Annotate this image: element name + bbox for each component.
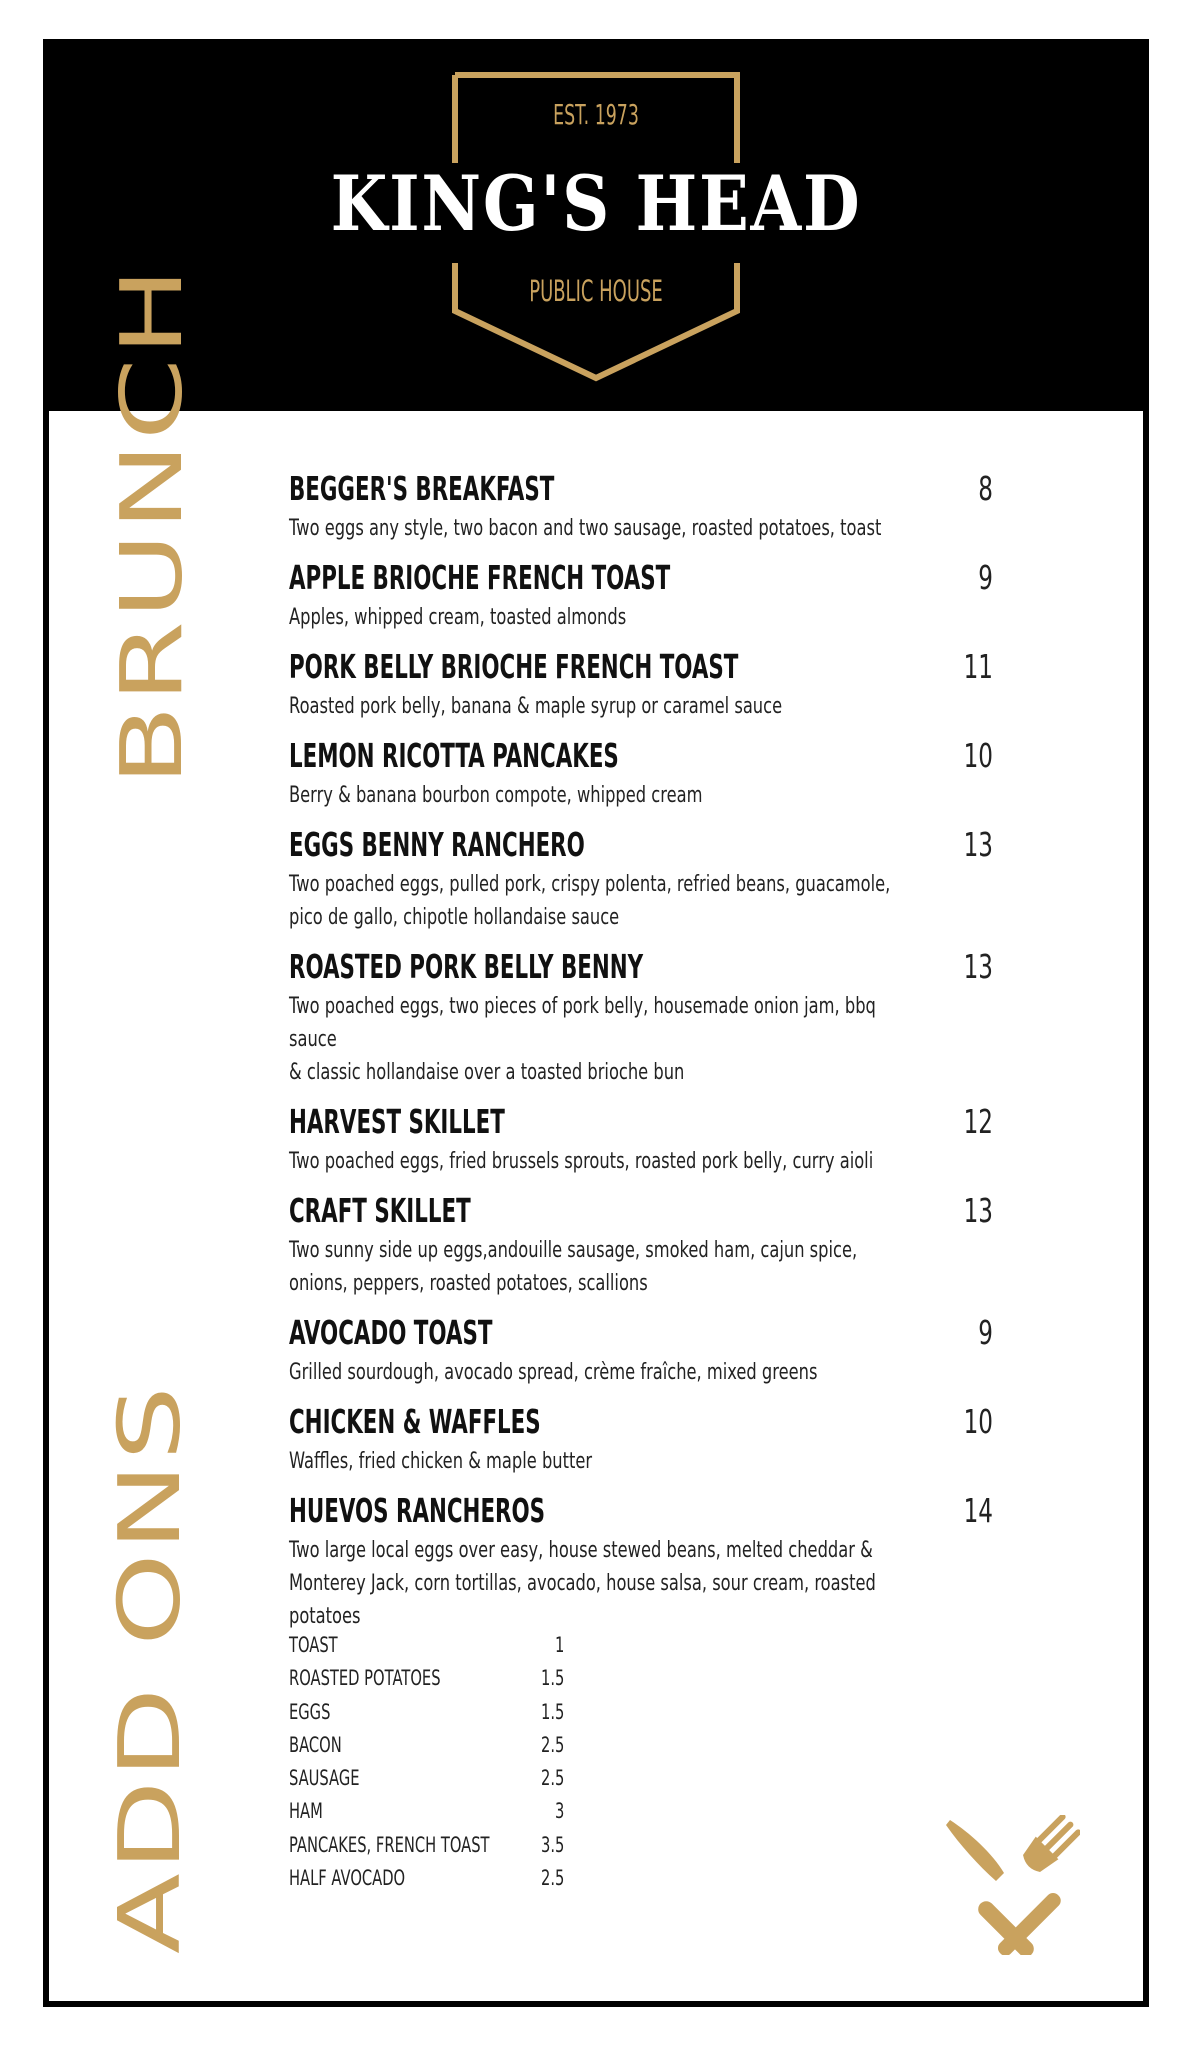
addon-price: 2.5 — [540, 1866, 564, 1891]
knife-fork-icon — [940, 1815, 1080, 1955]
addon-row — [289, 1829, 564, 1862]
menu-item-description: Two large local eggs over easy, house stewed beans, melted cheddar & — [289, 1538, 873, 1563]
addon-row — [289, 1729, 564, 1762]
subtitle-text: PUBLIC HOUSE — [529, 274, 663, 308]
menu-item-price: 14 — [963, 1491, 993, 1530]
addon-row — [289, 1862, 564, 1895]
menu-item-name: APPLE BRIOCHE FRENCH TOAST — [289, 558, 671, 597]
addons-section-title: ADD ONS — [100, 1383, 200, 1954]
menu-item-description: Waffles, fried chicken & maple butter — [289, 1449, 593, 1474]
menu-item-description: Two poached eggs, fried brussels sprouts, roasted pork belly, curry aioli — [289, 1149, 874, 1174]
menu-item-description: Grilled sourdough, avocado spread, crème fraîche, mixed greens — [289, 1360, 818, 1385]
menu-item — [289, 1099, 1009, 1178]
menu-item-name: CHICKEN & WAFFLES — [289, 1402, 541, 1441]
menu-item-description: Two sunny side up eggs,andouille sausage, smoked ham, cajun spice, — [289, 1238, 858, 1263]
menu-item-description: Two poached eggs, two pieces of pork belly, housemade onion jam, bbq sauce — [289, 994, 876, 1052]
addons-list — [289, 1629, 564, 1895]
menu-item-name: LEMON RICOTTA PANCAKES — [289, 736, 619, 775]
menu-item — [289, 1188, 1009, 1300]
menu-item — [289, 944, 1009, 1089]
addon-name: ROASTED POTATOES — [289, 1666, 441, 1691]
menu-item — [289, 1310, 1009, 1389]
addon-row — [289, 1629, 564, 1662]
menu-item — [289, 1488, 1009, 1633]
menu-item-name: PORK BELLY BRIOCHE FRENCH TOAST — [289, 647, 739, 686]
menu-item-description: Apples, whipped cream, toasted almonds — [289, 605, 627, 630]
menu-item-description: onions, peppers, roasted potatoes, scallions — [289, 1271, 648, 1296]
addon-price: 2.5 — [540, 1766, 564, 1791]
addon-name: BACON — [289, 1732, 342, 1757]
brand-name: KING'S HEAD — [330, 159, 862, 248]
menu-item — [289, 555, 1009, 634]
menu-item-name: EGGS BENNY RANCHERO — [289, 825, 585, 864]
addon-price: 3 — [554, 1799, 564, 1824]
menu-item-name: AVOCADO TOAST — [289, 1313, 493, 1352]
menu-item-price: 12 — [963, 1102, 993, 1141]
menu-item-description: Monterey Jack, corn tortillas, avocado, house salsa, sour cream, roasted potatoes — [289, 1571, 876, 1629]
menu-item — [289, 733, 1009, 812]
menu-item-description: & classic hollandaise over a toasted brioche bun — [289, 1060, 685, 1085]
menu-item-name: CRAFT SKILLET — [289, 1191, 471, 1230]
menu-item-price: 13 — [963, 825, 993, 864]
menu-item-name: ROASTED PORK BELLY BENNY — [289, 947, 644, 986]
menu-item-description: Two poached eggs, pulled pork, crispy polenta, refried beans, guacamole, — [289, 872, 891, 897]
menu-item-description: Roasted pork belly, banana & maple syrup or caramel sauce — [289, 694, 783, 719]
addon-name: TOAST — [289, 1633, 338, 1657]
addon-row — [289, 1795, 564, 1828]
addon-price: 1.5 — [540, 1699, 564, 1724]
menu-item-price: 10 — [963, 736, 993, 775]
menu-item-description: Berry & banana bourbon compote, whipped cream — [289, 783, 703, 808]
menu-item-description: pico de gallo, chipotle hollandaise sauce — [289, 905, 620, 930]
menu-item-price: 13 — [963, 947, 993, 986]
menu-item-price: 9 — [978, 1313, 993, 1352]
addon-price: 3.5 — [540, 1832, 564, 1857]
addon-row — [289, 1762, 564, 1795]
menu-item — [289, 644, 1009, 723]
brunch-section-title: BRUNCH — [102, 265, 202, 786]
menu-item-price: 8 — [978, 469, 993, 508]
menu-item — [289, 1399, 1009, 1478]
menu-item-price: 11 — [963, 647, 993, 686]
menu-item — [289, 822, 1009, 934]
addon-row — [289, 1696, 564, 1729]
addon-name: EGGS — [289, 1699, 331, 1724]
menu-item-name: BEGGER'S BREAKFAST — [289, 469, 555, 508]
menu-item-price: 9 — [978, 558, 993, 597]
menu-item-name: HUEVOS RANCHEROS — [289, 1491, 546, 1530]
addon-row — [289, 1662, 564, 1695]
menu-item-description: Two eggs any style, two bacon and two sausage, roasted potatoes, toast — [289, 516, 882, 541]
menu-item — [289, 466, 1009, 545]
menu-item-price: 13 — [963, 1191, 993, 1230]
menu-item-price: 10 — [963, 1402, 993, 1441]
addon-name: HALF AVOCADO — [289, 1866, 406, 1891]
addon-name: PANCAKES, FRENCH TOAST — [289, 1832, 490, 1857]
established-text: EST. 1973 — [553, 98, 639, 131]
brunch-list — [289, 466, 1009, 1643]
addon-name: HAM — [289, 1799, 323, 1824]
addon-name: SAUSAGE — [289, 1766, 360, 1791]
menu-item-name: HARVEST SKILLET — [289, 1102, 505, 1141]
addon-price: 2.5 — [540, 1732, 564, 1757]
addon-price: 1 — [554, 1633, 564, 1657]
addon-price: 1.5 — [540, 1666, 564, 1691]
